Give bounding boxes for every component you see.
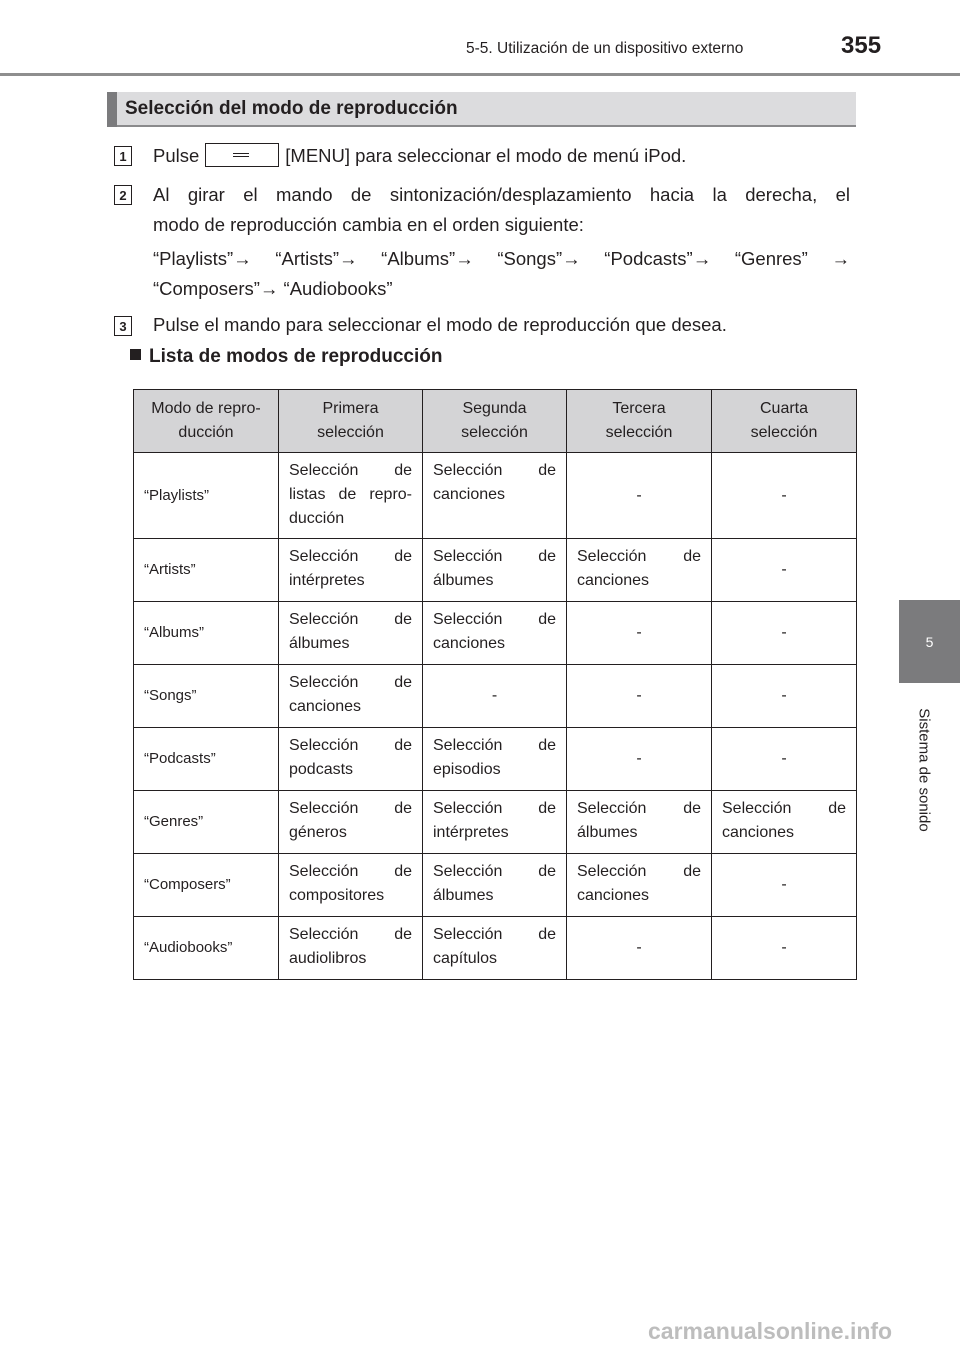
selection-cell <box>712 791 857 854</box>
cell-line: compositores <box>289 887 385 904</box>
table-row <box>134 791 857 854</box>
selection-cell <box>279 791 423 854</box>
cell-line: canciones <box>577 572 650 589</box>
mode-sequence <box>153 244 850 304</box>
header-line: selección <box>605 424 673 441</box>
table-row <box>134 602 857 665</box>
selection-cell <box>567 854 712 917</box>
step-1-text-before: Pulse <box>153 145 200 166</box>
cell-line: intérpretes <box>289 572 365 589</box>
selection-cell <box>567 791 712 854</box>
selection-cell: - <box>567 917 712 980</box>
chapter-label <box>904 690 944 850</box>
cell-line: álbumes <box>577 824 638 841</box>
cell-line: Selección de <box>289 674 412 691</box>
cell-line: álbumes <box>433 887 494 904</box>
cell-line: canciones <box>433 486 506 503</box>
step-1-text <box>153 141 850 171</box>
cell-line: Selección de <box>433 462 556 479</box>
table-row <box>134 665 857 728</box>
table-header-cell <box>712 390 857 453</box>
cell-line: canciones <box>577 887 650 904</box>
table-header-cell <box>279 390 423 453</box>
table-header-cell <box>423 390 567 453</box>
cell-line: Selección de <box>289 926 412 943</box>
cell-line: Selección de <box>433 800 556 817</box>
cell-line: Selección de <box>289 611 412 628</box>
selection-cell <box>423 791 567 854</box>
cell-line: canciones <box>289 698 362 715</box>
selection-cell <box>423 539 567 602</box>
mode-sequence-line-1: “Playlists”→ “Artists”→ “Albums”→ “Songs”→ “Podcasts”→ “Genres” → <box>153 248 850 269</box>
selection-cell: - <box>712 602 857 665</box>
table-header-row <box>134 390 857 453</box>
header-line: Segunda <box>462 400 527 417</box>
table-row <box>134 728 857 791</box>
cell-line: Selección de <box>289 863 412 880</box>
cell-line: géneros <box>289 824 347 841</box>
selection-cell: - <box>712 539 857 602</box>
mode-name-cell: “Albums” <box>134 602 279 665</box>
cell-line: Selección de <box>577 548 701 565</box>
selection-cell <box>279 917 423 980</box>
table-row <box>134 917 857 980</box>
cell-line: podcasts <box>289 761 354 778</box>
selection-cell: - <box>567 665 712 728</box>
mode-name-cell: “Songs” <box>134 665 279 728</box>
cell-line: canciones <box>433 635 506 652</box>
cell-line: ducción <box>289 510 345 527</box>
selection-cell: - <box>567 728 712 791</box>
mode-name-cell: “Playlists” <box>134 453 279 539</box>
cell-line: Selección de <box>289 548 412 565</box>
table-row <box>134 854 857 917</box>
mode-name-cell: “Genres” <box>134 791 279 854</box>
selection-cell <box>279 453 423 539</box>
header-line: Primera <box>322 400 379 417</box>
square-bullet-icon <box>130 349 141 360</box>
selection-cell: - <box>567 602 712 665</box>
table-header-cell <box>134 390 279 453</box>
header-line: Tercera <box>612 400 666 417</box>
cell-line: audiolibros <box>289 950 367 967</box>
watermark: carmanualsonline.info <box>648 1318 893 1344</box>
header-line: Cuarta <box>759 400 809 417</box>
selection-cell <box>279 539 423 602</box>
table-row <box>134 453 857 539</box>
step-3-text: Pulse el mando para seleccionar el modo de reproducción que desea. <box>153 314 727 335</box>
cell-line: Selección de <box>433 926 556 943</box>
mode-name-cell: “Audiobooks” <box>134 917 279 980</box>
cell-line: canciones <box>722 824 795 841</box>
step-1-text-after: [MENU] para seleccionar el modo de menú iPod. <box>285 145 687 166</box>
cell-line: Selección de <box>433 863 556 880</box>
section-accent-bar <box>107 92 117 127</box>
running-header-section: 5-5. Utilización de un dispositivo externo <box>466 40 744 57</box>
chapter-label-text: Sistema de sonido <box>915 708 933 832</box>
header-line: Modo de repro- <box>151 400 261 417</box>
cell-line: Selección de <box>577 863 701 880</box>
selection-cell <box>279 854 423 917</box>
selection-cell <box>423 602 567 665</box>
cell-line: episodios <box>433 761 501 778</box>
selection-cell <box>279 602 423 665</box>
selection-cell <box>423 854 567 917</box>
cell-line: Selección de <box>289 737 412 754</box>
selection-cell <box>567 539 712 602</box>
menu-button-icon <box>205 143 279 167</box>
selection-cell: - <box>712 665 857 728</box>
header-line: selección <box>317 424 384 441</box>
playback-modes-table <box>133 389 857 980</box>
selection-cell <box>423 917 567 980</box>
cell-line: Selección de <box>289 462 412 479</box>
cell-line: Selección de <box>722 800 846 817</box>
chapter-tab[interactable] <box>899 600 960 683</box>
cell-line: Selección de <box>433 548 556 565</box>
cell-line: álbumes <box>433 572 494 589</box>
selection-cell <box>279 665 423 728</box>
table-header-cell <box>567 390 712 453</box>
selection-cell <box>423 728 567 791</box>
selection-cell <box>423 453 567 539</box>
cell-line: Selección de <box>433 737 556 754</box>
subheading-text: Lista de modos de reproducción <box>149 346 443 367</box>
mode-sequence-line-2: “Composers”→ “Audiobooks” <box>153 278 393 299</box>
cell-line: Selección de <box>289 800 412 817</box>
selection-cell: - <box>712 453 857 539</box>
mode-name-cell: “Composers” <box>134 854 279 917</box>
selection-cell: - <box>712 728 857 791</box>
page-number: 355 <box>841 32 882 59</box>
step-number-3: 3 <box>114 316 132 336</box>
section-title: Selección del modo de reproducción <box>125 98 458 119</box>
chapter-number: 5 <box>925 633 934 650</box>
header-line: ducción <box>178 424 234 441</box>
cell-line: Selección de <box>433 611 556 628</box>
cell-line: álbumes <box>289 635 350 652</box>
cell-line: listas de repro- <box>289 486 412 503</box>
mode-name-cell: “Artists” <box>134 539 279 602</box>
cell-line: capítulos <box>433 950 498 967</box>
mode-name-cell: “Podcasts” <box>134 728 279 791</box>
selection-cell: - <box>423 665 567 728</box>
cell-line: intérpretes <box>433 824 509 841</box>
step-2-line-1: Al girar el mando de sintonización/desplazamiento hacia la derecha, el <box>153 184 850 205</box>
step-number-1: 1 <box>114 146 132 166</box>
selection-cell <box>279 728 423 791</box>
header-line: selección <box>750 424 818 441</box>
header-line: selección <box>461 424 528 441</box>
selection-cell: - <box>712 854 857 917</box>
section-heading <box>107 92 856 127</box>
table-row <box>134 539 857 602</box>
step-2-line-2: modo de reproducción cambia en el orden siguiente: <box>153 214 584 235</box>
step-number-2: 2 <box>114 185 132 205</box>
subheading <box>130 346 443 368</box>
cell-line: Selección de <box>577 800 701 817</box>
step-2-text <box>153 180 850 240</box>
header-divider <box>0 73 960 76</box>
selection-cell: - <box>712 917 857 980</box>
selection-cell: - <box>567 453 712 539</box>
